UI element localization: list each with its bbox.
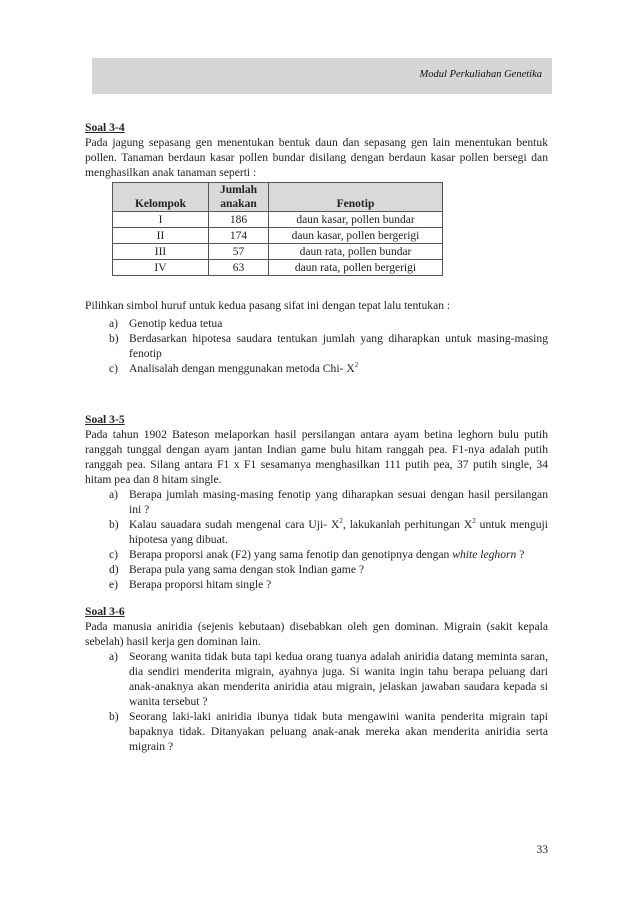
table-cell: daun rata, pollen bergerigi	[269, 260, 443, 276]
item-label: b)	[109, 518, 119, 531]
item-text: Seorang laki-laki aniridia ibunya tidak buta mengawini wanita penderita migrain tapi bapaknya tidak. Ditanyakan peluang anak-anak mereka akan menderita aniridia serta migrain ?	[129, 710, 548, 753]
item-label: c)	[109, 548, 119, 561]
question-list	[85, 487, 548, 592]
superscript: 2	[472, 517, 476, 526]
section-soal-3-5	[85, 412, 548, 592]
item-label: e)	[109, 578, 119, 591]
question-list	[85, 649, 548, 754]
column-header: Fenotip	[269, 183, 443, 212]
table-row	[113, 260, 443, 276]
results-table	[112, 182, 443, 276]
item-label: b)	[109, 332, 119, 345]
section-intro: Pada manusia aniridia (sejenis kebutaan) disebabkan oleh gen dominan. Migrain (sakit kepala sebelah) hasil kerja gen dominan lain.	[85, 620, 548, 648]
item-label: a)	[109, 650, 119, 663]
item-text: untuk menguji hipotesa yang dibuat.	[129, 518, 548, 546]
item-label: c)	[109, 362, 119, 375]
table-cell: III	[113, 244, 209, 260]
instruction-text: Pilihkan simbol huruf untuk kedua pasang sifat ini dengan tepat lalu tentukan :	[85, 299, 451, 312]
list-item	[85, 316, 548, 331]
table-row	[113, 212, 443, 228]
list-item	[85, 361, 548, 376]
table-cell: 186	[209, 212, 269, 228]
section-intro: Pada jagung sepasang gen menentukan bentuk daun dan sepasang gen lain menentukan bentuk pollen. Tanaman berdaun kasar pollen bundar disilang dengan berdaun kasar pollen bersegi dan menghasilkan anak tanaman seperti :	[85, 136, 548, 179]
list-item	[85, 547, 548, 562]
italic-term: white leghorn	[452, 548, 517, 561]
table-header-row	[113, 183, 443, 212]
table-row	[113, 228, 443, 244]
table-cell: IV	[113, 260, 209, 276]
list-item	[85, 577, 548, 592]
section-intro: Pada tahun 1902 Bateson melaporkan hasil persilangan antara ayam betina leghorn bulu putih ranggah tunggal dengan ayam jantan Indian game bulu hitam ranggah pea. F1-nya adalah putih ranggah pea. Silang antara F1 x F1 sesamanya menghasilkan 111 putih pea, 37 putih single, 34 hitam pea dan 8 hitam single.	[85, 428, 548, 486]
item-text: Analisalah dengan menggunakan metoda Chi- X	[129, 362, 355, 375]
table-cell: II	[113, 228, 209, 244]
list-item	[85, 562, 548, 577]
question-list	[85, 316, 548, 376]
list-item	[85, 709, 548, 754]
column-header: Kelompok	[113, 183, 209, 212]
item-text: Berdasarkan hipotesa saudara tentukan jumlah yang diharapkan untuk masing-masing fenotip	[129, 332, 548, 360]
column-header: Jumlah anakan	[209, 183, 269, 212]
page-number: 33	[536, 844, 548, 856]
table-cell: 63	[209, 260, 269, 276]
table-cell: 174	[209, 228, 269, 244]
table-cell: 57	[209, 244, 269, 260]
table-cell: I	[113, 212, 209, 228]
table-row	[113, 244, 443, 260]
item-label: a)	[109, 488, 119, 501]
item-label: d)	[109, 563, 119, 576]
item-text: Berapa proporsi anak (F2) yang sama fenotip dan genotipnya dengan	[129, 548, 453, 561]
item-text: , lakukanlah perhitungan X	[342, 518, 473, 531]
item-text: Berapa jumlah masing-masing fenotip yang diharapkan sesuai dengan hasil persilangan ini ?	[129, 488, 548, 516]
section-soal-3-4	[85, 120, 548, 376]
list-item	[85, 487, 548, 517]
item-text: Kalau sauadara sudah mengenal cara Uji- X	[129, 518, 340, 531]
page-content	[85, 120, 548, 762]
section-title: Soal 3-5	[85, 413, 125, 426]
table-cell: daun kasar, pollen bergerigi	[269, 228, 443, 244]
table-cell: daun rata, pollen bundar	[269, 244, 443, 260]
module-title: Modul Perkuliahan Genetika	[419, 69, 542, 80]
item-text: ?	[516, 548, 525, 561]
item-text: Berapa pula yang sama dengan stok Indian game ?	[129, 563, 365, 576]
item-text: Seorang wanita tidak buta tapi kedua orang tuanya adalah aniridia datang meminta saran, dia sendiri menderita migrain, ayahnya juga. Si wanita ingin tahu berapa peluang dari anak-anaknya akan menderita aniridia atau migrain, jelaskan jawaban saudara kepada si wanita tersebut ?	[129, 650, 548, 708]
item-text: Genotip kedua tetua	[129, 317, 223, 330]
list-item	[85, 331, 548, 361]
section-title: Soal 3-6	[85, 605, 125, 618]
item-text: Berapa proporsi hitam single ?	[129, 578, 272, 591]
superscript: 2	[354, 361, 359, 370]
list-item	[85, 517, 548, 547]
section-title: Soal 3-4	[85, 121, 125, 134]
section-soal-3-6	[85, 604, 548, 754]
table-cell: daun kasar, pollen bundar	[269, 212, 443, 228]
superscript: 2	[339, 517, 343, 526]
list-item	[85, 649, 548, 709]
item-label: a)	[109, 317, 119, 330]
header-bar	[92, 58, 552, 94]
item-label: b)	[109, 710, 119, 723]
